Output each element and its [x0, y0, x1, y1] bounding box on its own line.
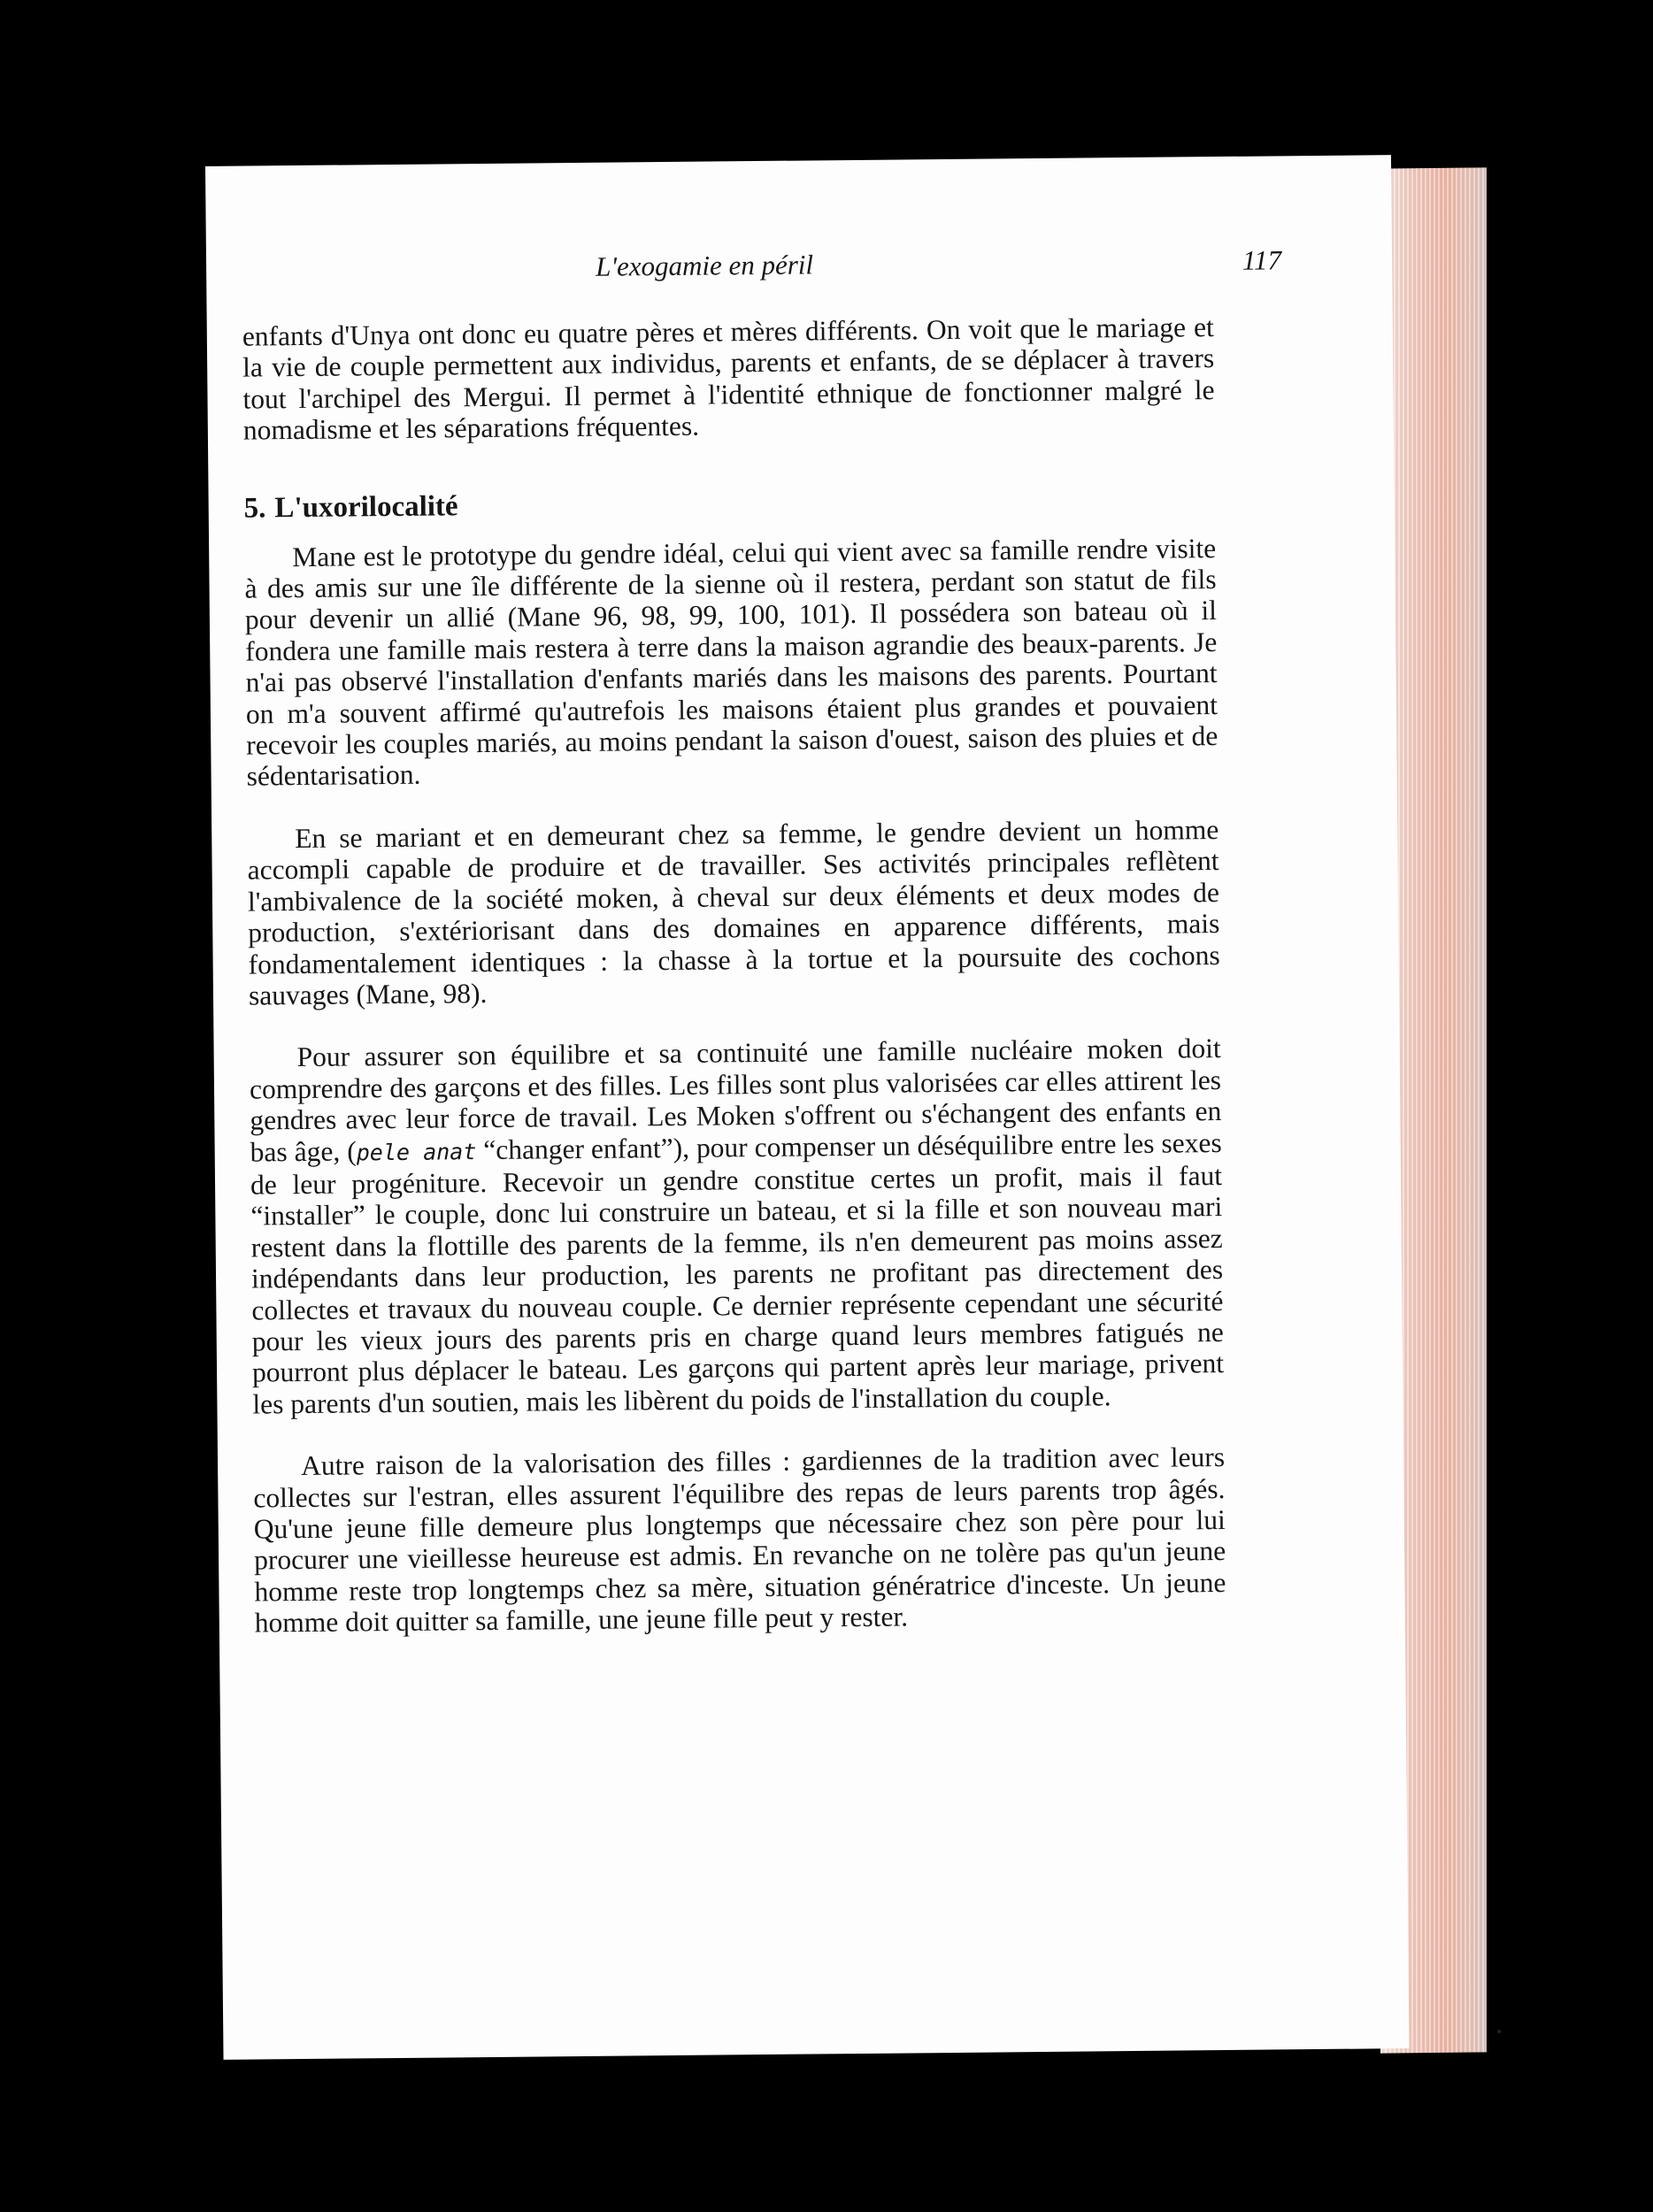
paragraph-text: Pour assurer son équilibre et sa continuité une famille nucléaire moken doit comprendre des garçons et des filles. Les filles sont plus valorisées car elles attirent les gendres avec leur force de travail. Les Moken s'offrent ou s'échangent des enfants en bas âge, (: [249, 1033, 1222, 1168]
body-text: [242, 311, 1226, 1639]
section-title: L'uxorilocalité: [274, 489, 458, 524]
book-page: [205, 155, 1409, 2060]
section-number: 5.: [243, 491, 266, 525]
paragraph: Autre raison de la valorisation des filles : gardiennes de la tradition avec leurs collectes sur l'estran, elles assurent l'équilibre des repas de leurs parents trop âgés. Qu'une jeune fille demeure plus longtemps que nécessaire chez son père pour lui procurer une vieillesse heureuse est admis. En revanche on ne tolère pas qu'un jeune homme reste trop longtemps chez sa mère, situation génératrice d'inceste. Un jeune homme doit quitter sa famille, une jeune fille peut y rester.: [253, 1441, 1226, 1639]
paragraph: En se mariant et en demeurant chez sa femme, le gendre devient un homme accompli capable de produire et de travailler. Ses activités principales reflètent l'ambivalence de la société moken, à cheval sur deux éléments et deux modes de production, s'extériorisant dans des domaines en apparence différents, mais fondamentalement identiques : la chasse à la tortue et la poursuite des cochons sauvages (Mane, 98).: [247, 813, 1220, 1011]
moken-term: pele anat: [356, 1138, 477, 1165]
paragraph-text: “changer enfant”), pour compenser un déséquilibre entre les sexes de leur progéniture. Recevoir un gendre constitue certes un profit, mais il faut “installer” le couple, donc lui construire un bateau, et si la fille et son nouveau mari restent dans la flottille des parents de la femme, ils n'en demeurent pas moins assez indépendants dans leur production, les parents ne profitant pas directement des collectes et travaux du nouveau couple. Ce dernier représente cependant une sécurité pour les vieux jours des parents pris en charge quand leurs membres fatigués ne pourront plus déplacer le bateau. Les garçons qui partent après leur mariage, privent les parents d'un soutien, mais les libèrent du poids de l'installation du couple.: [250, 1126, 1225, 1420]
paragraph: Mane est le prototype du gendre idéal, celui qui vient avec sa famille rendre visite à des amis sur une île différente de la sienne où il restera, perdant son statut de fils pour devenir un allié (Mane 96, 98, 99, 100, 101). Il possédera son bateau où il fondera une famille mais restera à terre dans la maison agrandie des beaux-parents. Je n'ai pas observé l'installation d'enfants mariés dans les maisons des parents. Pourtant on m'a souvent affirmé qu'autrefois les maisons étaient plus grandes et pouvaient recevoir les couples mariés, au moins pendant la saison d'ouest, saison des pluies et de sédentarisation.: [244, 532, 1219, 793]
running-title: L'exogamie en péril: [595, 249, 814, 282]
paragraph: [250, 1033, 1225, 1419]
running-head: [206, 243, 1392, 290]
paragraph-continued: enfants d'Unya ont donc eu quatre pères et mères différents. On voit que le mariage et la vie de couple permettent aux individus, parents et enfants, de se déplacer à travers tout l'archipel des Mergui. Il permet à l'identité ethnique de fonctionner malgré le nomadisme et les séparations fréquentes.: [242, 311, 1215, 446]
page-number: 117: [1242, 244, 1282, 276]
print-speck: [1497, 2030, 1501, 2033]
